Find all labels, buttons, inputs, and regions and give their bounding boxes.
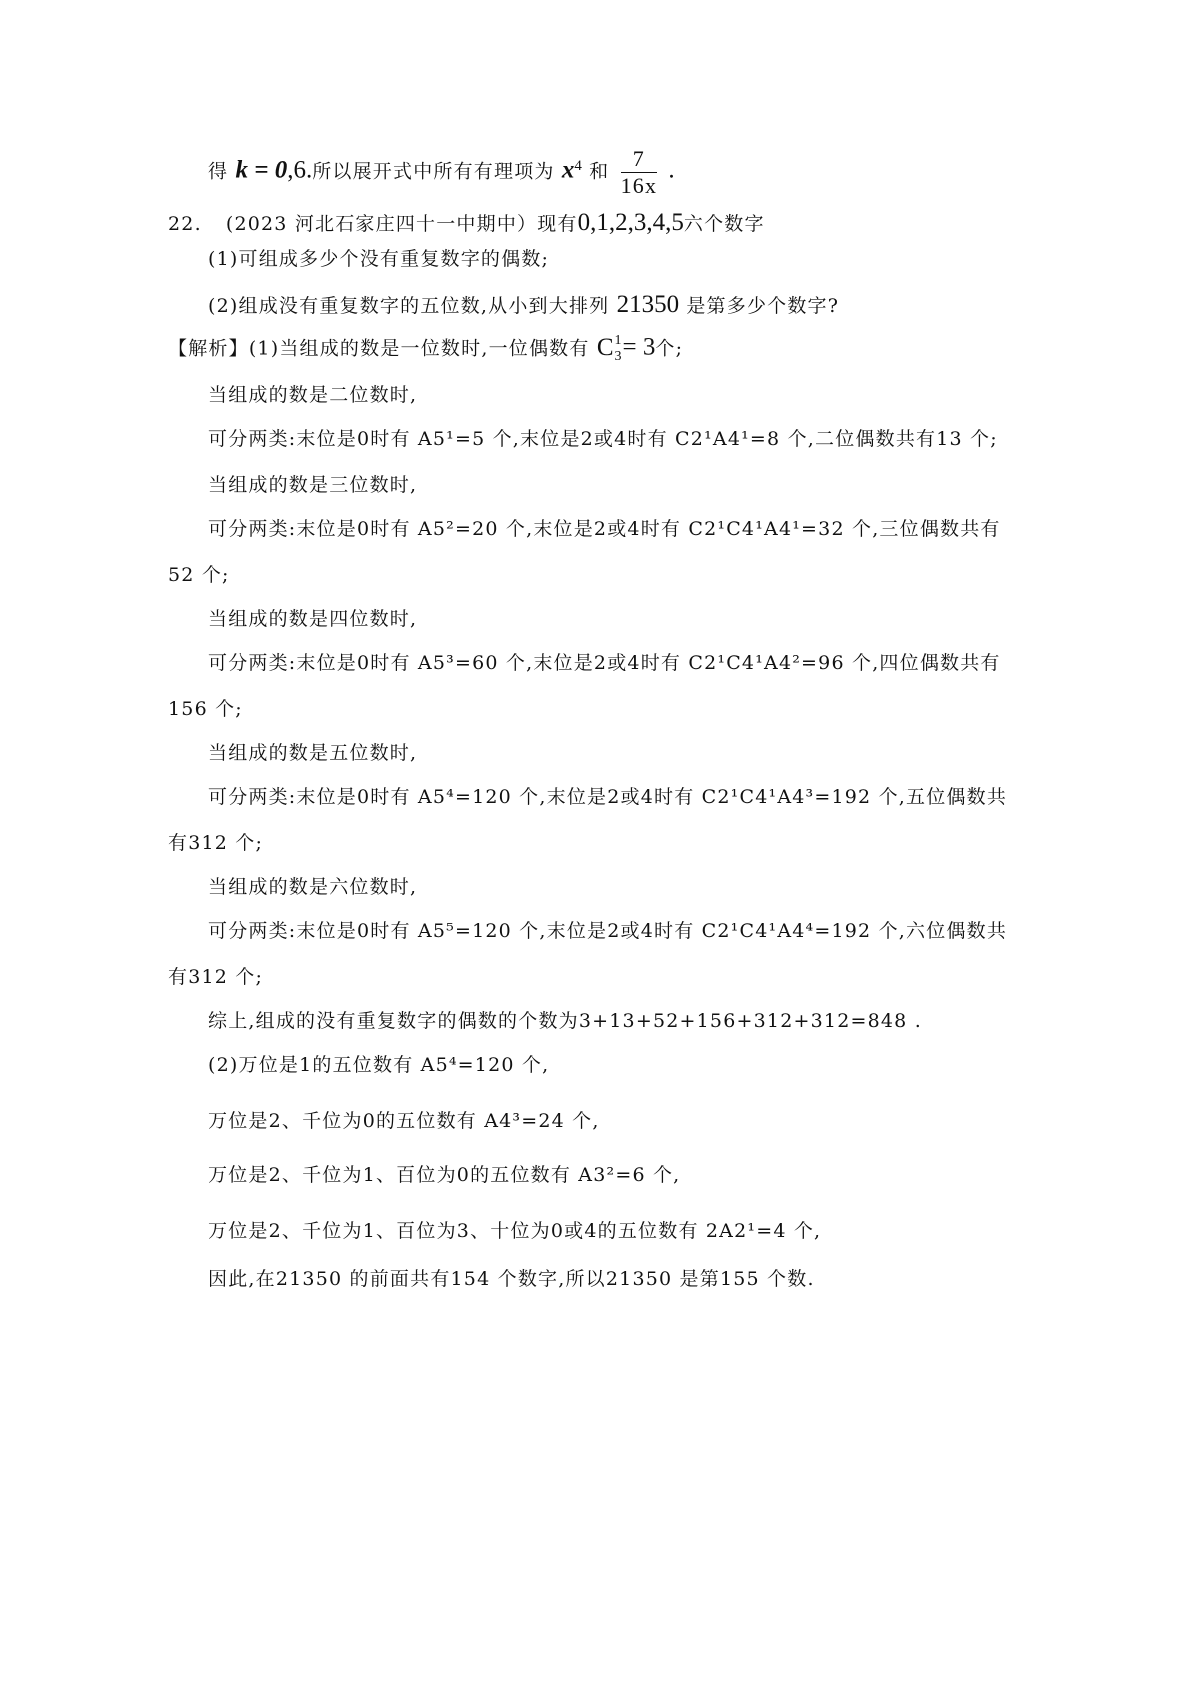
solution-label: 【解析】	[168, 337, 249, 360]
part2-line-1: (2)万位是1的五位数有 A5⁴=120 个,	[208, 1054, 550, 1076]
problem-digits-suffix: 六个数字	[683, 213, 765, 235]
three-digit-body: 可分两类:末位是0时有 A5²=20 个,末位是2或4时有 C2¹C4¹A4¹=32 个,三位偶数共有	[208, 518, 1001, 540]
question-1: (1)可组成多少个没有重复数字的偶数;	[208, 248, 550, 270]
question-2-suffix: 是第多少个数字?	[686, 295, 840, 317]
three-digit-head: 当组成的数是三位数时,	[208, 474, 418, 496]
part2-line-3: 万位是2、千位为1、百位为0的五位数有 A3²=6 个,	[208, 1164, 681, 1186]
part2-line-4: 万位是2、千位为1、百位为3、十位为0或4的五位数有 2A2¹=4 个,	[208, 1220, 822, 1242]
and-text: 和	[589, 160, 610, 183]
six-digit-head: 当组成的数是六位数时,	[208, 876, 418, 898]
k-values: ,6.	[287, 156, 313, 184]
fraction-numerator: 7	[621, 148, 658, 173]
solution-line-1	[168, 334, 683, 364]
x-var: x	[561, 156, 575, 184]
five-digit-body: 可分两类:末位是0时有 A5⁴=120 个,末位是2或4时有 C2¹C4¹A4³=192 个,五位偶数共	[208, 786, 1008, 808]
solution-l1-expr: = 3	[622, 333, 656, 361]
question-2-number: 21350	[616, 291, 680, 318]
six-digit-total: 有312 个;	[168, 966, 264, 988]
solution-l1-text: (1)当组成的数是一位数时,一位偶数有	[248, 337, 590, 360]
fraction	[621, 148, 658, 197]
problem-number: 22.	[168, 213, 202, 235]
conclusion-line: 因此,在21350 的前面共有154 个数字,所以21350 是第155 个数.	[208, 1268, 815, 1290]
four-digit-body: 可分两类:末位是0时有 A5³=60 个,末位是2或4时有 C2¹C4¹A4²=96 个,四位偶数共有	[208, 652, 1001, 674]
rational-terms-line	[208, 148, 675, 197]
text-de: 得	[208, 160, 229, 183]
four-digit-total: 156 个;	[168, 698, 243, 720]
k-equals: k = 0	[235, 156, 288, 184]
problem-source: (2023 河北石家庄四十一中期中）现有	[225, 213, 578, 235]
five-digit-head: 当组成的数是五位数时,	[208, 742, 418, 764]
period: .	[668, 156, 675, 184]
question-2	[208, 292, 839, 317]
solution-l1-end: 个;	[655, 337, 684, 360]
x-exponent: 4	[574, 158, 582, 175]
problem-digits: 0,1,2,3,4,5	[577, 209, 684, 236]
six-digit-body: 可分两类:末位是0时有 A5⁵=120 个,末位是2或4时有 C2¹C4¹A4⁴=192 个,六位偶数共	[208, 920, 1008, 942]
summary-line: 综上,组成的没有重复数字的偶数的个数为3+13+52+156+312+312=848 .	[208, 1010, 922, 1032]
combination-c31: C 1 3	[596, 333, 622, 364]
two-digit-body: 可分两类:末位是0时有 A5¹=5 个,末位是2或4时有 C2¹A4¹=8 个,二位偶数共有13 个;	[208, 428, 998, 450]
three-digit-total: 52 个;	[168, 564, 230, 586]
problem-header	[168, 210, 765, 235]
four-digit-head: 当组成的数是四位数时,	[208, 608, 418, 630]
rational-terms-text: 所以展开式中所有有理项为	[312, 160, 555, 183]
two-digit-head: 当组成的数是二位数时,	[208, 384, 418, 406]
five-digit-total: 有312 个;	[168, 832, 264, 854]
question-2-prefix: (2)组成没有重复数字的五位数,从小到大排列	[208, 295, 610, 317]
fraction-denominator: 16x	[620, 173, 658, 198]
part2-line-2: 万位是2、千位为0的五位数有 A4³=24 个,	[208, 1110, 600, 1132]
